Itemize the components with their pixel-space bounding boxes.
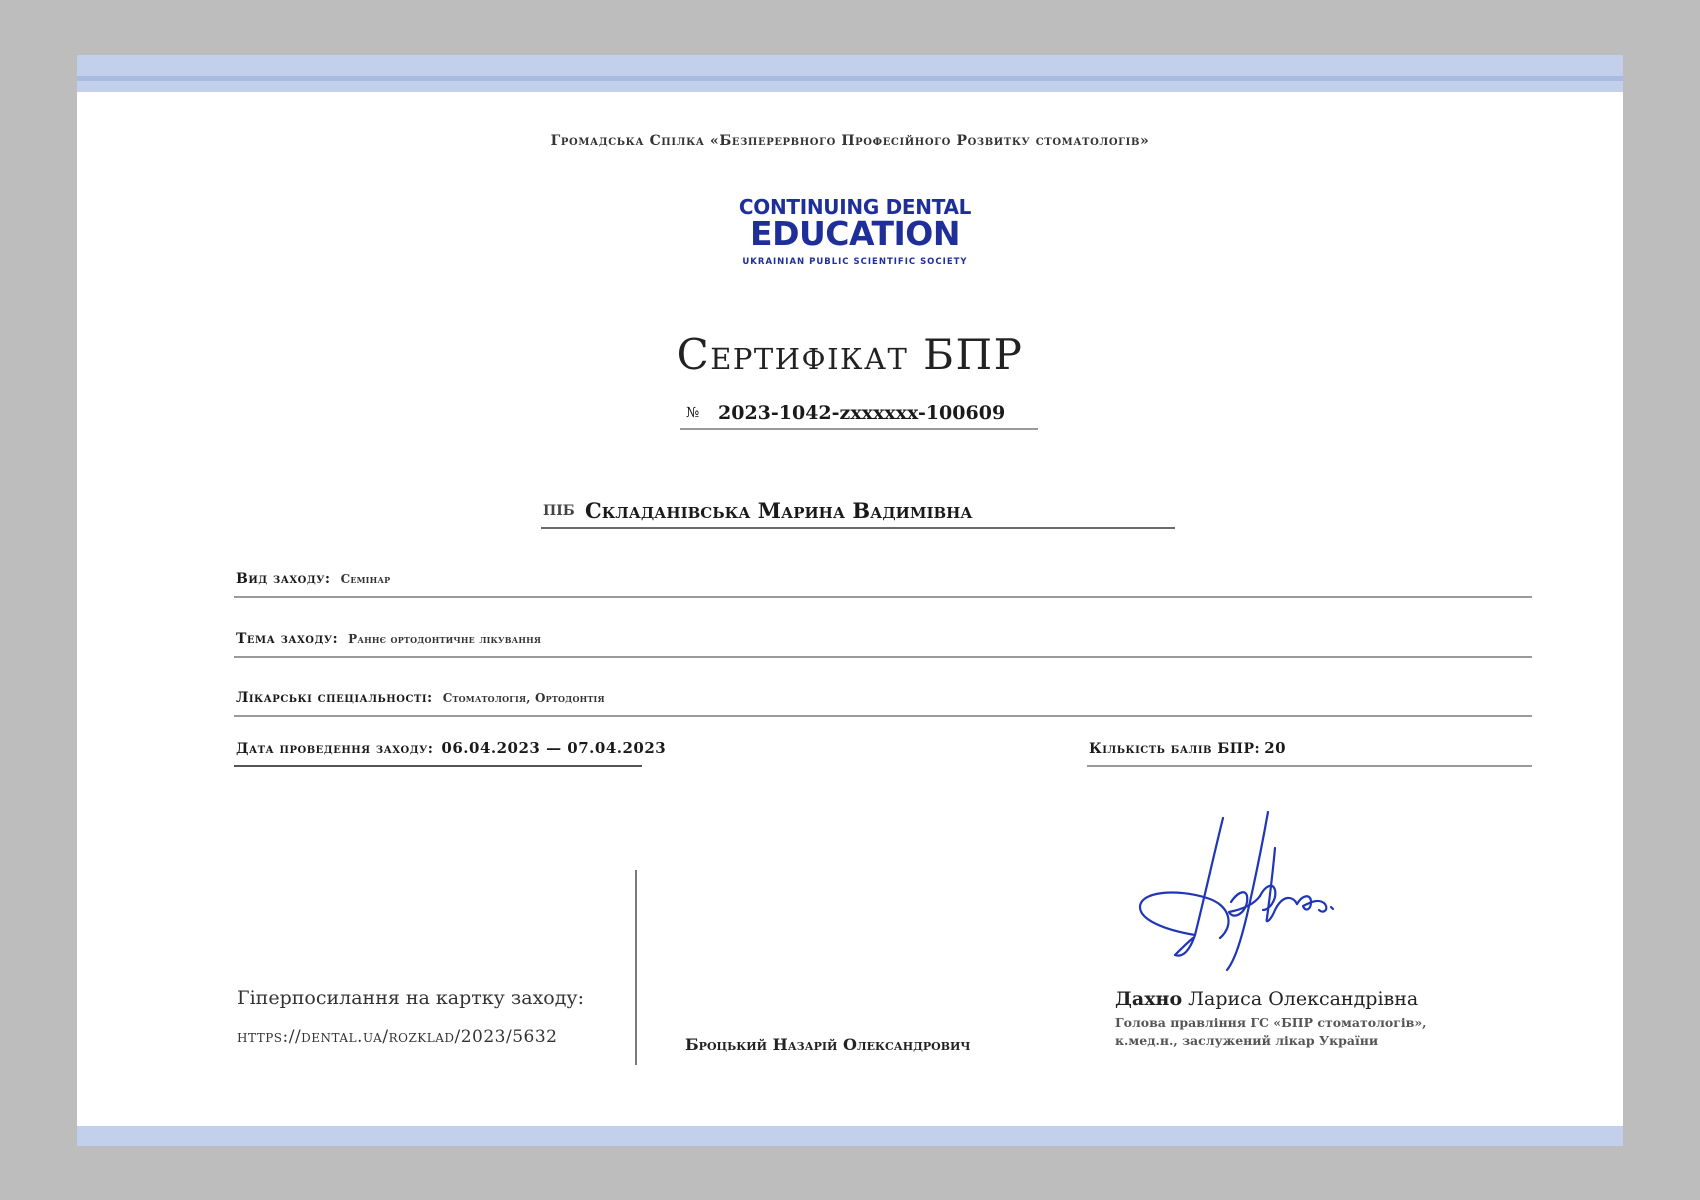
event-date-label: Дата проведення заходу: — [236, 741, 434, 757]
recipient-name: Складанівська Марина Вадимівна — [585, 498, 973, 523]
specialties-value: Стоматологія, Ортодонтія — [442, 691, 605, 705]
recipient-label: ПІБ — [543, 503, 575, 519]
second-signatory-name: Броцький Назарій Олександрович — [685, 1035, 971, 1054]
certificate-number-field — [680, 398, 1038, 430]
points-row — [1087, 732, 1532, 767]
first-signatory-name — [1115, 988, 1418, 1010]
topic-label: Тема заходу: — [236, 631, 339, 647]
top-decorative-band — [77, 55, 1623, 92]
event-type-row — [234, 563, 1532, 598]
role-line-2: к.мед.н., заслужений лікар України — [1115, 1033, 1379, 1048]
specialties-label: Лікарські спеціальності: — [236, 690, 433, 706]
recipient-field — [541, 493, 1175, 529]
certificate-title: Сертифікат БПР — [676, 330, 1024, 379]
certificate-page — [77, 55, 1623, 1146]
logo-line-1: CONTINUING DENTAL — [738, 195, 972, 219]
event-date-value: 06.04.2023 — 07.04.2023 — [441, 739, 667, 757]
event-link-url[interactable]: https://dental.ua/rozklad/2023/5632 — [237, 1027, 558, 1047]
logo-line-3: UKRAINIAN PUBLIC SCIENTIFIC SOCIETY — [742, 257, 968, 267]
number-symbol: № — [686, 405, 700, 421]
handwritten-signature — [1135, 810, 1375, 980]
role-line-1: Голова правління ГС «БПР стоматологів», — [1115, 1015, 1427, 1030]
specialties-row — [234, 682, 1532, 717]
event-link-label: Гіперпосилання на картку заходу: — [237, 987, 585, 1009]
topic-row — [234, 623, 1532, 658]
topic-value: Раннє ортодонтичне лікування — [348, 632, 542, 646]
first-signatory-role — [1115, 1014, 1427, 1050]
points-value: 20 — [1264, 739, 1287, 757]
event-type-value: Семінар — [340, 572, 391, 586]
logo-line-2: EDUCATION — [750, 214, 960, 253]
cde-logo — [725, 195, 985, 275]
organization-name: Громадська Спілка «Безперервного Професійного Розвитку стоматологів» — [550, 133, 1150, 149]
event-date-row — [234, 732, 667, 767]
certificate-number: 2023-1042-zxxxxxx-100609 — [718, 402, 1006, 424]
event-type-label: Вид заходу: — [236, 571, 331, 587]
bottom-decorative-band — [77, 1126, 1623, 1146]
first-signatory-surname: Дахно — [1115, 988, 1183, 1010]
first-signatory-given-names: Лариса Олександрівна — [1188, 988, 1419, 1010]
vertical-divider — [635, 870, 637, 1065]
points-label: Кількість балів БПР: — [1089, 741, 1261, 757]
top-band-line — [77, 76, 1623, 81]
